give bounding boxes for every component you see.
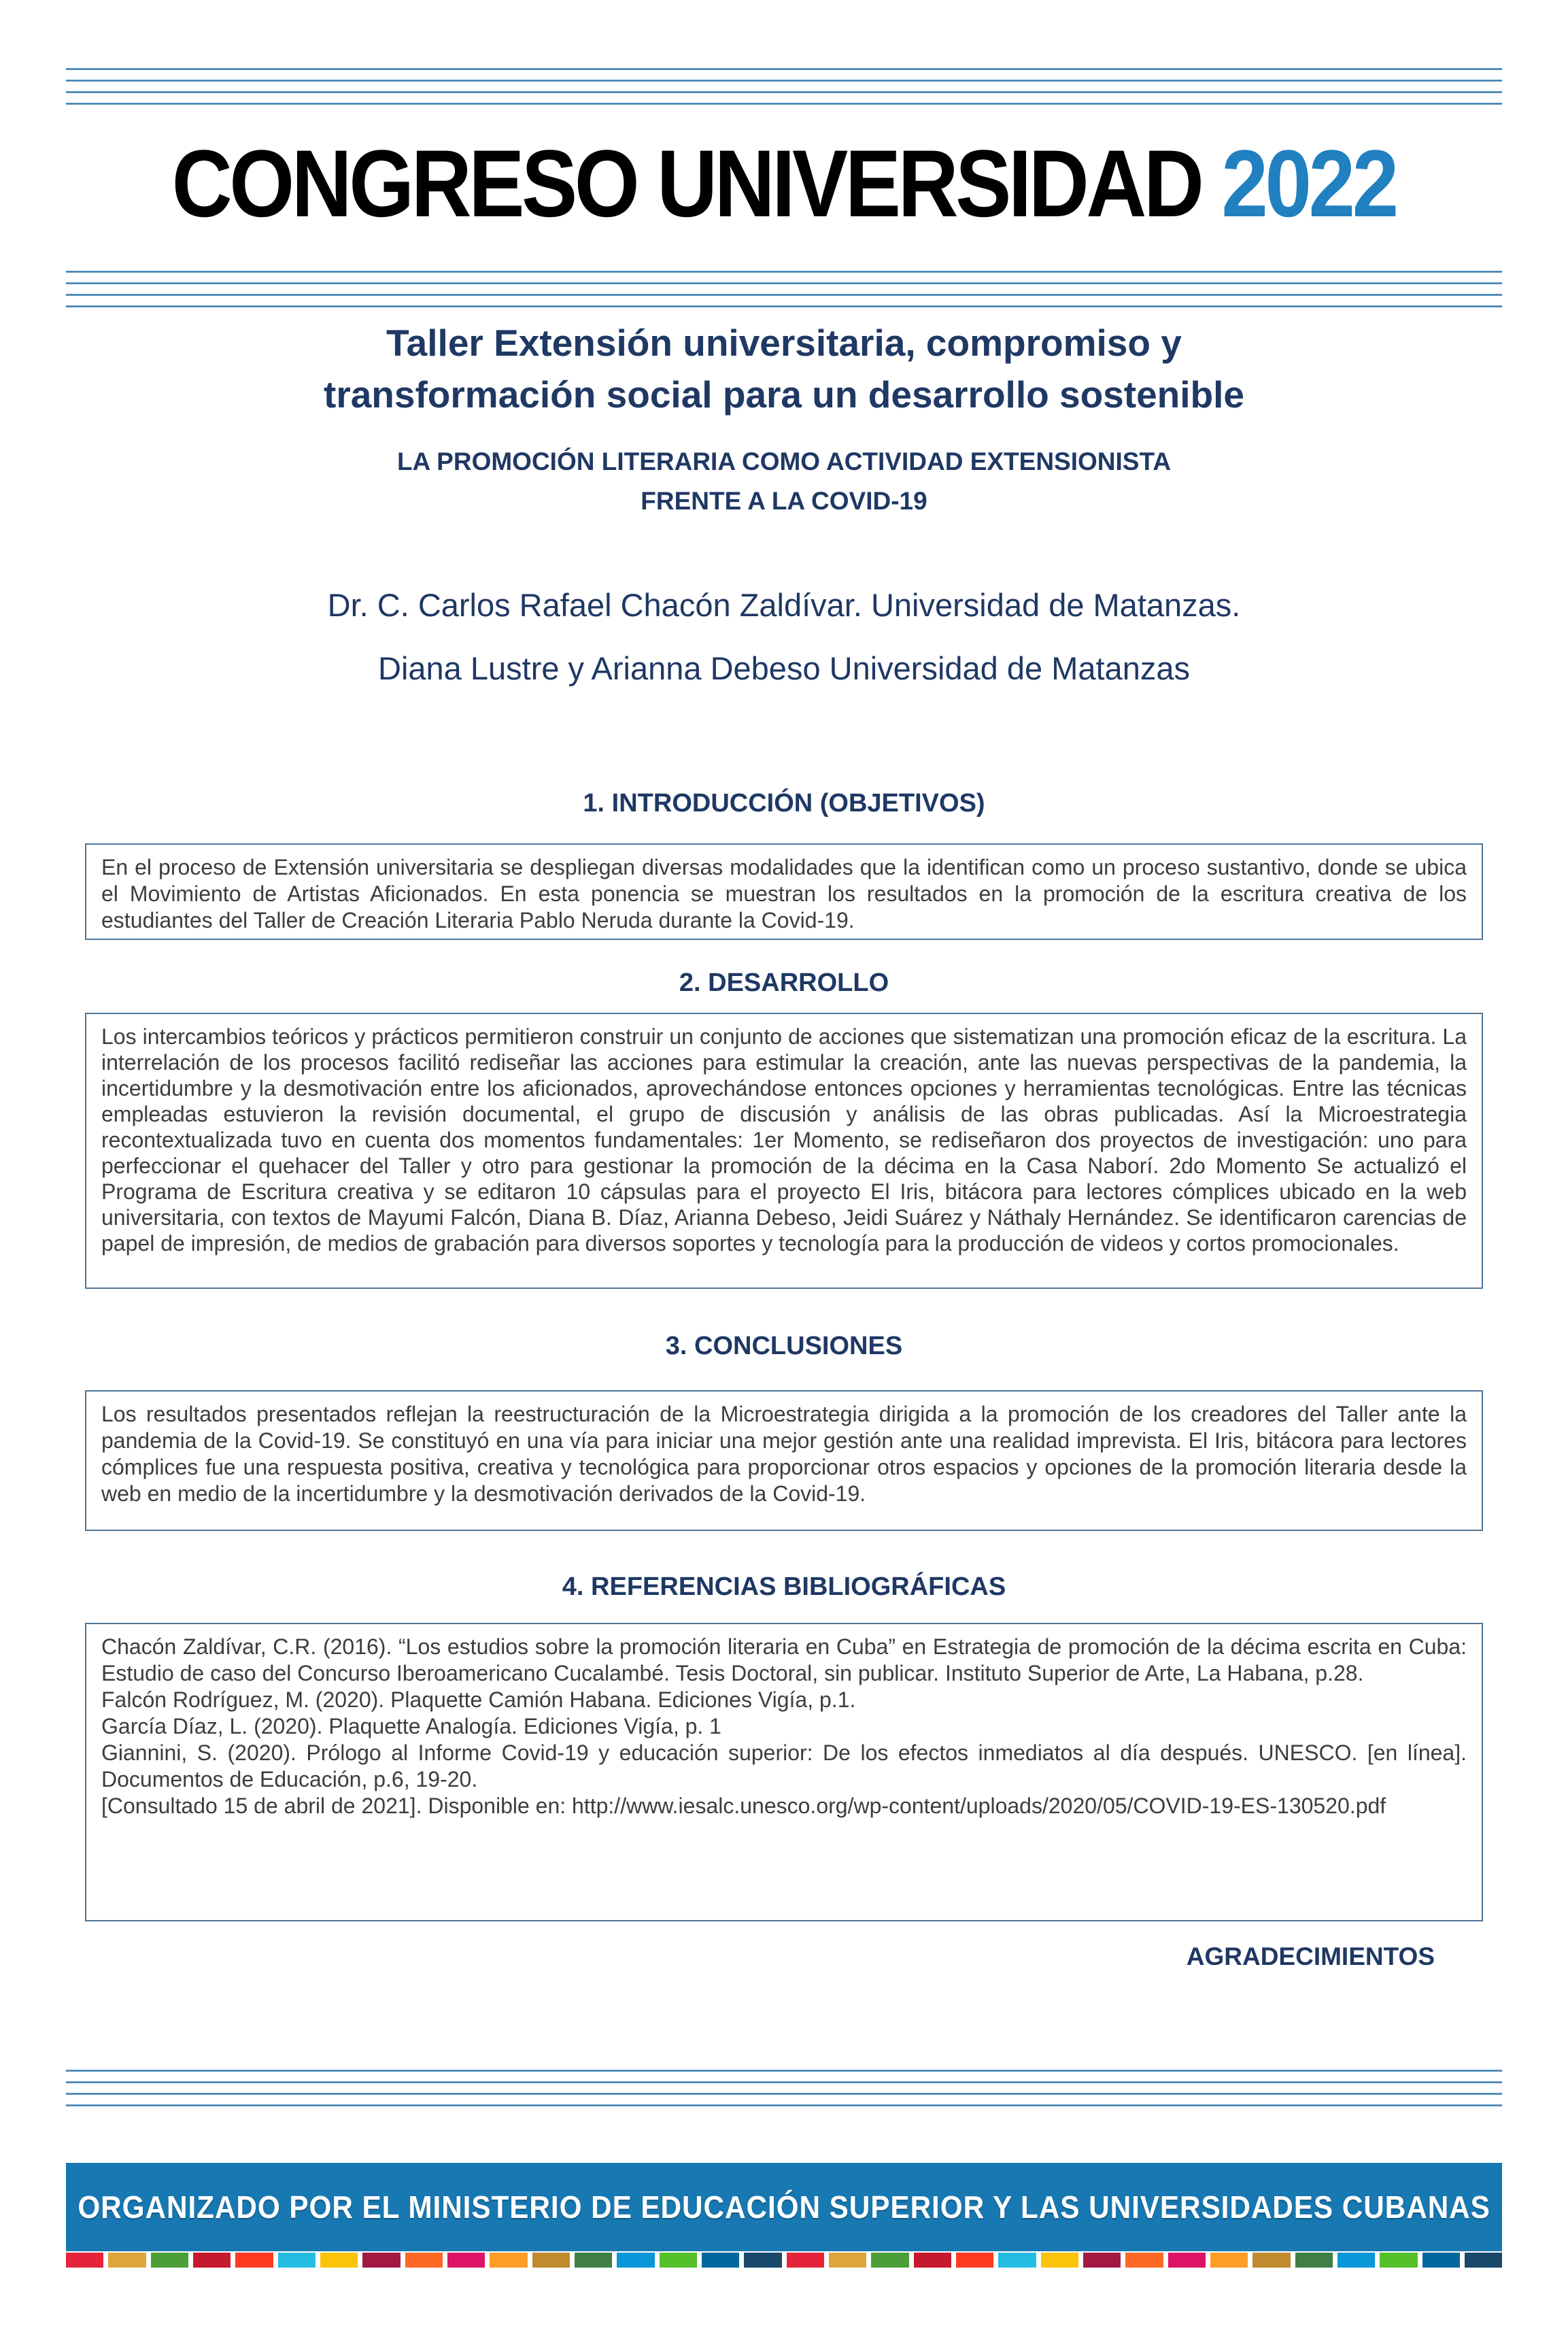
sdg-color-square bbox=[447, 2253, 485, 2268]
sdg-color-square bbox=[405, 2253, 443, 2268]
sdg-color-square bbox=[617, 2253, 654, 2268]
sdg-color-square bbox=[1337, 2253, 1375, 2268]
reference-item: Giannini, S. (2020). Prólogo al Informe Covid-19 y educación superior: De los efectos inmediatos al día después. UNESCO. [en línea]. Documentos de Educación, p.6, 19-20. bbox=[101, 1740, 1467, 1791]
sdg-color-square bbox=[151, 2253, 188, 2268]
sdg-color-square bbox=[1252, 2253, 1290, 2268]
reference-item: [Consultado 15 de abril de 2021]. Disponible en: http://www.iesalc.unesco.org/wp-content/uploads/2020/05/COVID-19-ES-130520.pdf bbox=[101, 1794, 1386, 1818]
sdg-color-square bbox=[660, 2253, 697, 2268]
sdg-color-square bbox=[320, 2253, 358, 2268]
workshop-title bbox=[0, 317, 1568, 420]
section-heading-introduccion: 1. INTRODUCCIÓN (OBJETIVOS) bbox=[583, 789, 985, 818]
sdg-color-square bbox=[362, 2253, 400, 2268]
sdg-color-square bbox=[1210, 2253, 1248, 2268]
reference-item: Falcón Rodríguez, M. (2020). Plaquette Camión Habana. Ediciones Vigía, p.1. bbox=[101, 1687, 856, 1712]
reference-item: Chacón Zaldívar, C.R. (2016). “Los estudios sobre la promoción literaria en Cuba” en Estrategia de promoción de la décima escrita en Cuba: Estudio de caso del Concurso Iberoamericano Cucalambé. Tesis Doctoral, sin publicar. Instituto Superior de Arte, La Habana, p.28. bbox=[101, 1634, 1467, 1685]
acknowledgements-label: AGRADECIMIENTOS bbox=[1186, 1942, 1435, 1970]
sdg-color-square bbox=[1083, 2253, 1121, 2268]
sdg-color-square bbox=[66, 2253, 103, 2268]
sdg-color-square bbox=[998, 2253, 1036, 2268]
paper-subtitle-line2: FRENTE A LA COVID-19 bbox=[641, 487, 927, 515]
decorative-lines-top bbox=[66, 68, 1502, 114]
author-line-2: Diana Lustre y Arianna Debeso Universidad de Matanzas bbox=[378, 650, 1190, 686]
paper-subtitle bbox=[0, 442, 1568, 521]
sdg-color-square bbox=[1295, 2253, 1333, 2268]
sdg-color-square bbox=[490, 2253, 527, 2268]
section-heading-referencias: 4. REFERENCIAS BIBLIOGRÁFICAS bbox=[562, 1572, 1006, 1601]
congress-title-text: CONGRESO UNIVERSIDAD bbox=[171, 130, 1201, 237]
reference-item: García Díaz, L. (2020). Plaquette Analogía. Ediciones Vigía, p. 1 bbox=[101, 1714, 721, 1738]
references-box bbox=[85, 1623, 1483, 1921]
sdg-color-square bbox=[871, 2253, 908, 2268]
sdg-color-square bbox=[702, 2253, 739, 2268]
sdg-color-square bbox=[956, 2253, 993, 2268]
congress-title bbox=[0, 130, 1568, 237]
workshop-title-line2: transformación social para un desarrollo sostenible bbox=[324, 373, 1244, 416]
sdg-color-square bbox=[787, 2253, 824, 2268]
paper-subtitle-line1: LA PROMOCIÓN LITERARIA COMO ACTIVIDAD EXTENSIONISTA bbox=[396, 448, 1172, 475]
footer-banner-text: ORGANIZADO POR EL MINISTERIO DE EDUCACIÓN SUPERIOR Y LAS UNIVERSIDADES CUBANAS bbox=[78, 2189, 1490, 2225]
footer-banner bbox=[66, 2163, 1502, 2251]
decorative-lines-footer bbox=[66, 2070, 1502, 2116]
conclusiones-text: Los resultados presentados reflejan la reestructuración de la Microestrategia dirigida a la promoción de los creadores del Taller ante la pandemia de la Covid-19. Se constituyó en una vía para iniciar una mejor gestión ante una realidad imprevista. El Iris, bitácora para lectores cómplices fue una respuesta positiva, creativa y tecnológica para proporcionar otros espacios y opciones de la promoción literaria desde la web en medio de la incertidumbre y la desmotivación derivados de la Covid-19. bbox=[101, 1402, 1467, 1506]
sdg-color-square bbox=[108, 2253, 146, 2268]
sdg-color-square bbox=[1380, 2253, 1417, 2268]
desarrollo-box bbox=[85, 1013, 1483, 1289]
section-heading-conclusiones: 3. CONCLUSIONES bbox=[665, 1332, 903, 1360]
sdg-color-square bbox=[829, 2253, 866, 2268]
sdg-color-square bbox=[914, 2253, 951, 2268]
section-heading-desarrollo: 2. DESARROLLO bbox=[679, 969, 889, 997]
desarrollo-text: Los intercambios teóricos y prácticos permitieron construir un conjunto de acciones que sistematizan una promoción eficaz de la escritura. La interrelación de los procesos facilitó rediseñar las acciones para estimular la creación, ante las nuevas perspectivas de la pandemia, la incertidumbre y la desmotivación entre los aficionados, aprovechándose entonces opciones y herramientas tecnológicas. Entre las técnicas empleadas estuvieron la revisión documental, el grupo de discusión y análisis de las obras publicadas. Así la Microestrategia recontextualizada tuvo en cuenta dos momentos fundamentales: 1er Momento, se rediseñaron dos proyectos de investigación: uno para perfeccionar el quehacer del Taller y otro para gestionar la promoción de la décima en la Casa Naborí. 2do Momento Se actualizó el Programa de Escritura creativa y se editaron 10 cápsulas para el proyecto El Iris, bitácora para lectores cómplices ubicado en la web universitaria, con textos de Mayumi Falcón, Diana B. Díaz, Arianna Debeso, Jeidi Suárez y Náthaly Hernández. Se identificaron carencias de papel de impresión, de medios de grabación para diversos soportes y tecnología para la producción de videos y cortos promocionales. bbox=[101, 1024, 1467, 1256]
intro-box bbox=[85, 843, 1483, 940]
sdg-color-square bbox=[1422, 2253, 1460, 2268]
sdg-color-square bbox=[575, 2253, 612, 2268]
sdg-color-square bbox=[193, 2253, 231, 2268]
sdg-color-square bbox=[1168, 2253, 1206, 2268]
sdg-color-strip bbox=[66, 2253, 1502, 2268]
workshop-title-line1: Taller Extensión universitaria, compromiso y bbox=[386, 322, 1182, 364]
congress-title-year: 2022 bbox=[1221, 130, 1397, 237]
sdg-color-square bbox=[1041, 2253, 1078, 2268]
sdg-color-square bbox=[278, 2253, 316, 2268]
sdg-color-square bbox=[1125, 2253, 1163, 2268]
sdg-color-square bbox=[235, 2253, 273, 2268]
decorative-lines-middle bbox=[66, 271, 1502, 317]
conclusiones-box bbox=[85, 1390, 1483, 1531]
sdg-color-square bbox=[532, 2253, 570, 2268]
sdg-color-square bbox=[744, 2253, 781, 2268]
author-line-1: Dr. C. Carlos Rafael Chacón Zaldívar. Universidad de Matanzas. bbox=[327, 587, 1241, 623]
sdg-color-square bbox=[1465, 2253, 1502, 2268]
intro-text: En el proceso de Extensión universitaria se despliegan diversas modalidades que la identifican como un proceso sustantivo, donde se ubica el Movimiento de Artistas Aficionados. En esta ponencia se muestran los resultados en la promoción de la escritura creativa de los estudiantes del Taller de Creación Literaria Pablo Neruda durante la Covid-19. bbox=[101, 855, 1467, 932]
